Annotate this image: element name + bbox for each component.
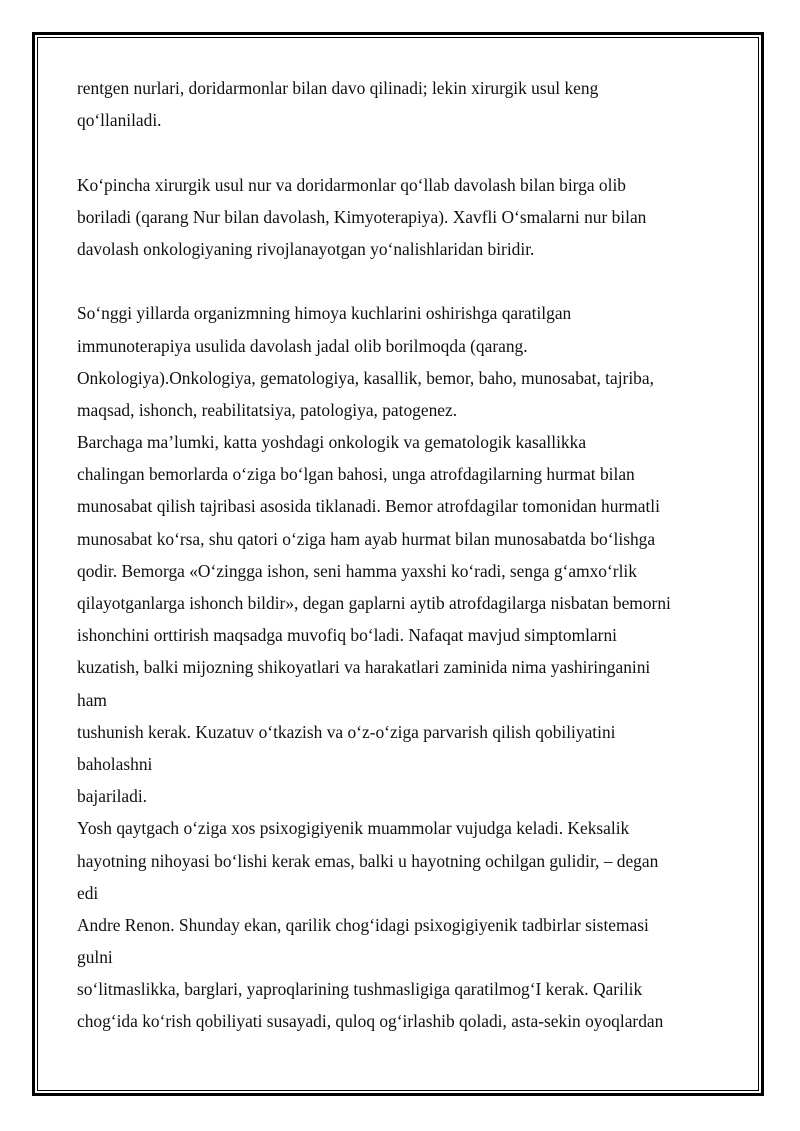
text-line: tushunish kerak. Kuzatuv o‘tkazish va o‘z-o‘ziga parvarish qilish qobiliyatini: [77, 721, 616, 742]
text-line: immunoterapiya usulida davolash jadal olib borilmoqda (qarang.: [77, 335, 528, 356]
text-line: davolash onkologiyaning rivojlanayotgan yo‘nalishlaridan biridir.: [77, 238, 535, 259]
text-line: qodir. Bemorga «O‘zingga ishon, seni hamma yaxshi ko‘radi, senga g‘amxo‘rlik: [77, 560, 637, 581]
text-line: Yosh qaytgach o‘ziga xos psixogigiyenik muammolar vujudga keladi. Keksalik: [77, 818, 630, 839]
text-line: ham: [77, 689, 107, 710]
paragraph-gap: [77, 136, 727, 168]
text-line: edi: [77, 882, 99, 903]
text-line: qo‘llaniladi.: [77, 110, 162, 131]
text-line: So‘nggi yillarda organizmning himoya kuchlarini oshirishga qaratilgan: [77, 303, 572, 324]
text-line: munosabat qilish tajribasi asosida tiklanadi. Bemor atrofdagilar tomonidan hurmatli: [77, 496, 660, 517]
document-body: [77, 72, 727, 1038]
text-line: maqsad, ishonch, reabilitatsiya, patologiya, patogenez.: [77, 399, 458, 420]
text-line: so‘litmaslikka, barglari, yaproqlarining tushmasligiga qaratilmog‘I kerak. Qarilik: [77, 979, 643, 1000]
text-line: qilayotganlarga ishonch bildir», degan gaplarni aytib atrofdagilarga nisbatan bemorni: [77, 593, 671, 613]
paragraph-gap: [77, 265, 727, 297]
text-line: bajariladi.: [77, 786, 148, 807]
text-line: chog‘ida ko‘rish qobiliyati susayadi, quloq og‘irlashib qoladi, asta-sekin oyoqlardan: [77, 1011, 664, 1032]
text-line: baholashni: [77, 753, 153, 774]
text-line: Barchaga ma’lumki, katta yoshdagi onkologik va gematologik kasallikka: [77, 432, 587, 453]
text-line: munosabat ko‘rsa, shu qatori o‘ziga ham ayab hurmat bilan munosabatda bo‘lishga: [77, 528, 656, 549]
text-line: gulni: [77, 947, 113, 968]
text-line: kuzatish, balki mijozning shikoyatlari va harakatlari zaminida nima yashiringanini: [77, 657, 651, 678]
text-line: chalingan bemorlarda o‘ziga bo‘lgan bahosi, unga atrofdagilarning hurmat bilan: [77, 464, 635, 485]
text-line: boriladi (qarang Nur bilan davolash, Kimyoterapiya). Xavfli O‘smalarni nur bilan: [77, 206, 647, 227]
text-line: ishonchini orttirish maqsadga muvofiq bo‘ladi. Nafaqat mavjud simptomlarni: [77, 625, 617, 646]
text-line: Andre Renon. Shunday ekan, qarilik chog‘idagi psixogigiyenik tadbirlar sistemasi: [77, 914, 649, 935]
text-line: hayotning nihoyasi bo‘lishi kerak emas, balki u hayotning ochilgan gulidir, – degan: [77, 850, 659, 871]
text-line: rentgen nurlari, doridarmonlar bilan davo qilinadi; lekin xirurgik usul keng: [77, 78, 599, 98]
text-line: Onkologiya).Onkologiya, gematologiya, kasallik, bemor, baho, munosabat, tajriba,: [77, 367, 654, 388]
text-line: Ko‘pincha xirurgik usul nur va doridarmonlar qo‘llab davolash bilan birga olib: [77, 174, 626, 195]
